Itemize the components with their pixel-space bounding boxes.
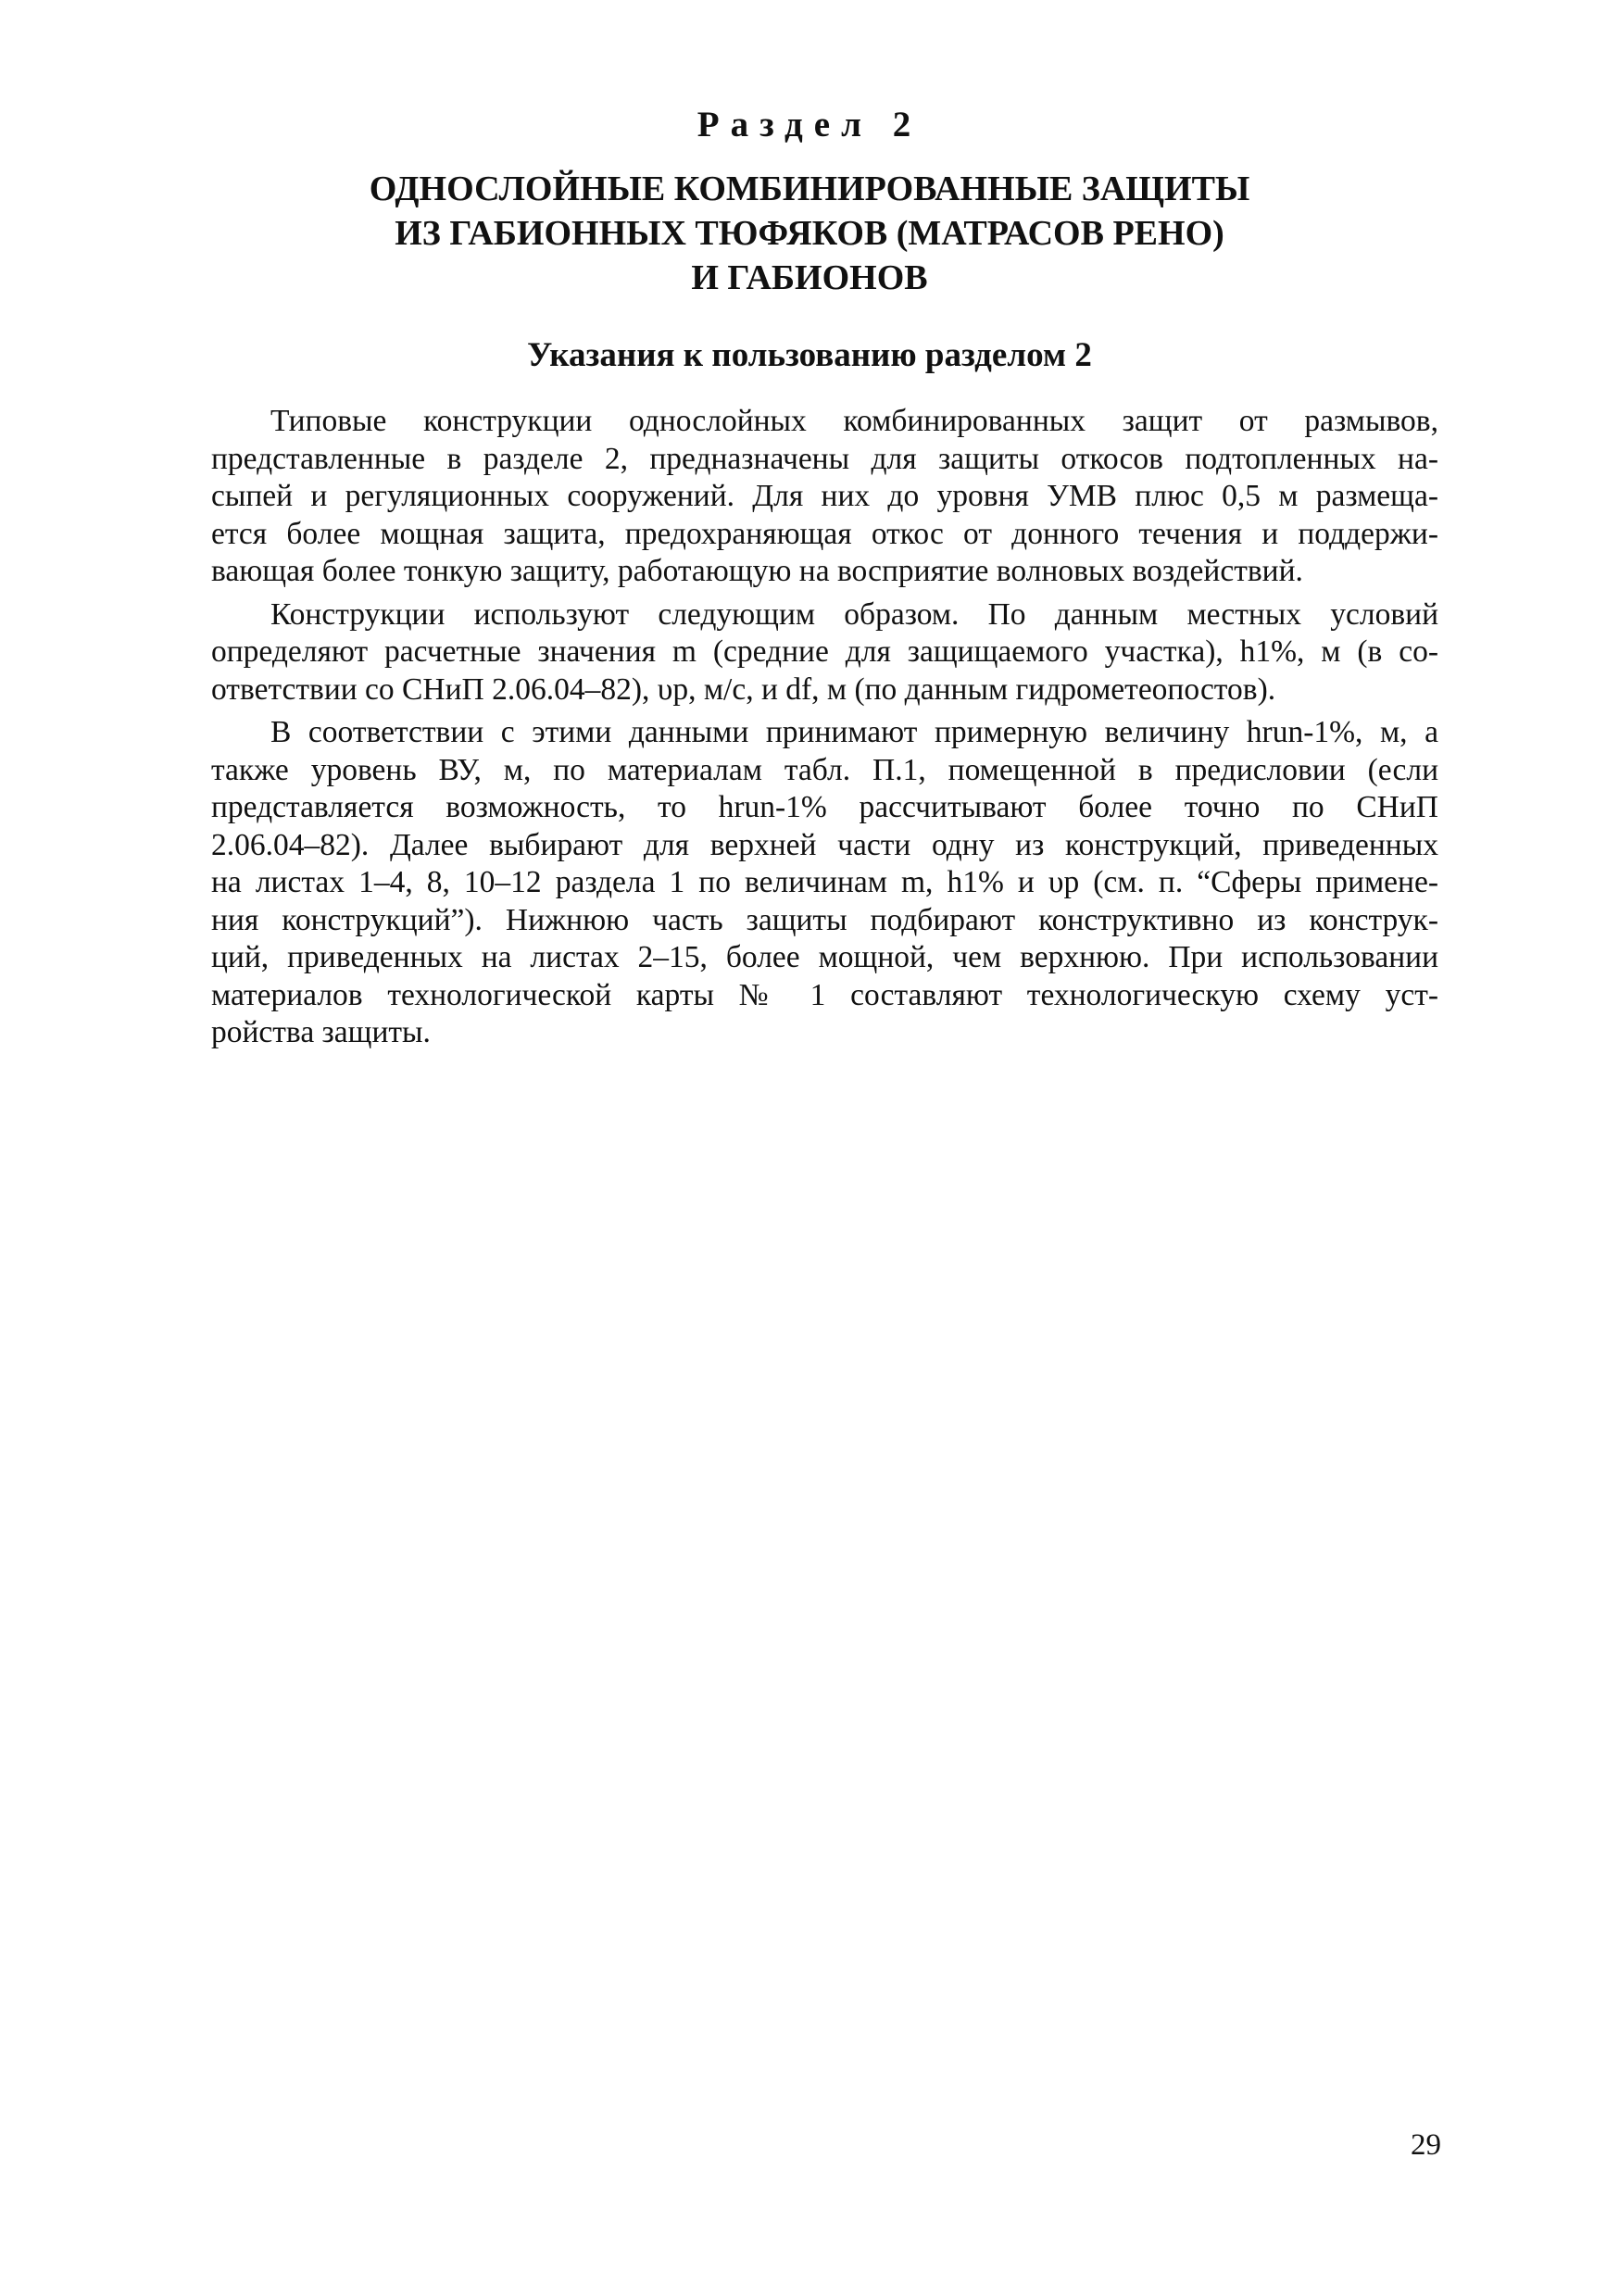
paragraph-line: ций, приведенных на листах 2–15, более мощной, чем верхнюю. При использовании: [211, 940, 1438, 974]
paragraph-3: [211, 714, 1438, 1052]
paragraph-line: ройства защиты.: [211, 1015, 431, 1049]
paragraph-1: [211, 403, 1438, 591]
section-title: [0, 167, 1619, 300]
paragraph-line: Типовые конструкции однослойных комбинированных защит от размывов,: [270, 404, 1438, 438]
paragraph-line: ответствии со СНиП 2.06.04–82), υp, м/с, и df, м (по данным гидрометеопостов).: [211, 671, 1276, 707]
section-label: Раздел 2: [697, 105, 922, 144]
paragraph-line: представляется возможность, то hrun-1% рассчитывают более точно по СНиП: [211, 790, 1438, 824]
paragraph-line: В соответствии с этими данными принимают примерную величину hrun-1%, м, а: [270, 715, 1438, 749]
title-line-3: И ГАБИОНОВ: [691, 258, 928, 297]
page-number: 29: [1411, 2128, 1441, 2162]
paragraph-line: определяют расчетные значения m (средние для защищаемого участка), h1%, м (в со-: [211, 634, 1438, 669]
paragraph-line: 2.06.04–82). Далее выбирают для верхней части одну из конструкций, приведенных: [211, 827, 1438, 862]
paragraph-line: ния конструкций”). Нижнюю часть защиты подбирают конструктивно из конструк-: [211, 902, 1438, 937]
paragraph-line: представленные в разделе 2, предназначены для защиты откосов подтопленных на-: [211, 441, 1438, 476]
paragraph-line: ется более мощная защита, предохраняющая откос от донного течения и поддержи-: [211, 516, 1438, 551]
paragraph-line: вающая более тонкую защиту, работающую на восприятие волновых воздействий.: [211, 554, 1303, 588]
title-line-1: ОДНОСЛОЙНЫЕ КОМБИНИРОВАННЫЕ ЗАЩИТЫ: [369, 169, 1250, 208]
paragraph-line: Конструкции используют следующим образом. По данным местных условий: [270, 596, 1438, 632]
paragraph-line: сыпей и регуляционных сооружений. Для них до уровня УМВ плюс 0,5 м размеща-: [211, 479, 1438, 513]
paragraph-2: [211, 596, 1438, 709]
paragraph-line: материалов технологической карты № 1 составляют технологическую схему уст-: [211, 977, 1438, 1012]
paragraph-line: также уровень ВУ, м, по материалам табл. П.1, помещенной в предисловии (если: [211, 752, 1438, 787]
title-line-2: ИЗ ГАБИОННЫХ ТЮФЯКОВ (МАТРАСОВ РЕНО): [395, 214, 1224, 253]
subheading: Указания к пользованию разделом 2: [527, 336, 1092, 374]
body-text: [211, 403, 1438, 1058]
paragraph-line: на листах 1–4, 8, 10–12 раздела 1 по величинам m, h1% и υp (см. п. “Сферы примене-: [211, 865, 1438, 899]
